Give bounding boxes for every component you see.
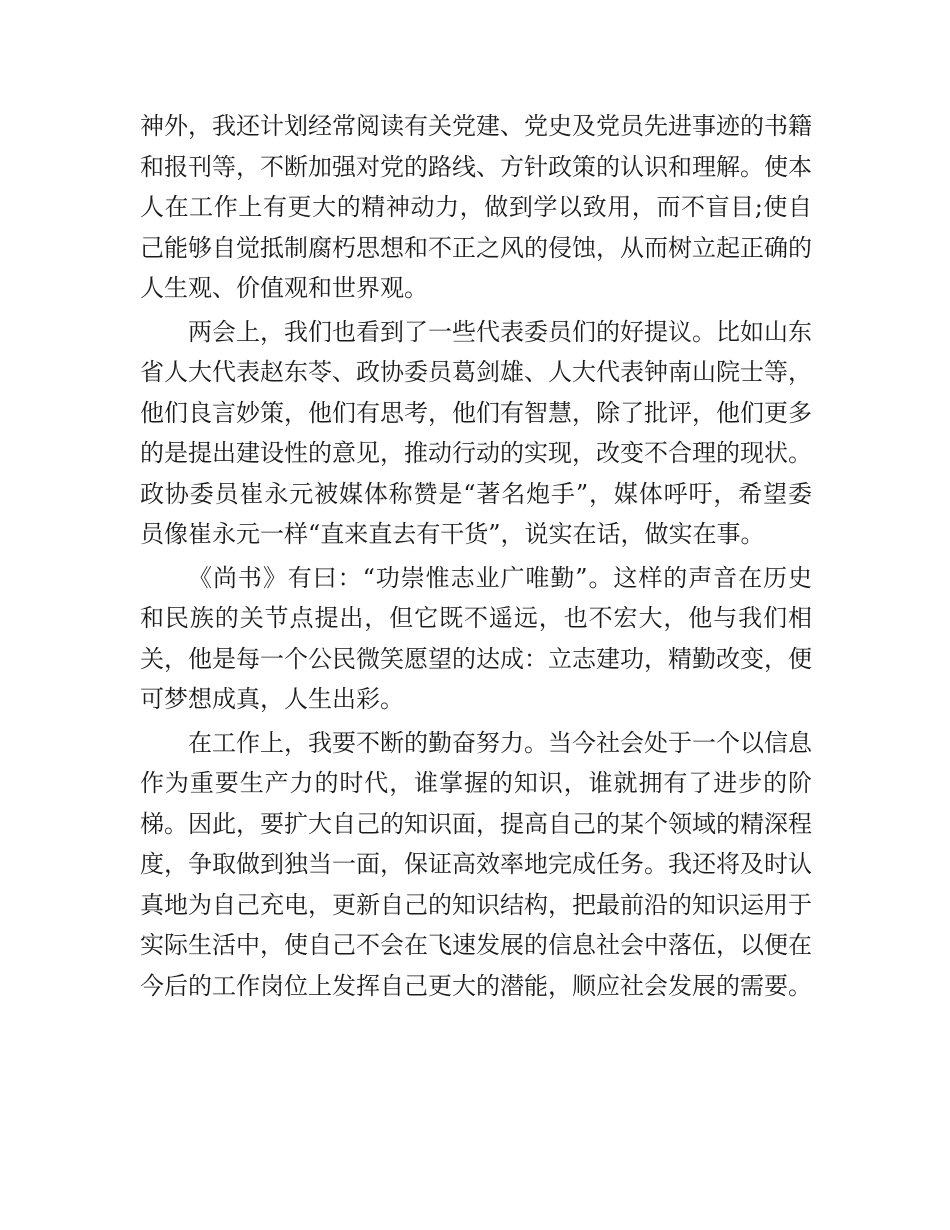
document-page — [140, 106, 812, 1009]
paragraph-shangshu-quote: 《尚书》有曰：“功崇惟志业广唯勤”。这样的声音在历史和民族的关节点提出，但它既不遥远，也不宏大，他与我们相关，他是每一个公民微笑愿望的达成：立志建功，精勤改变，便可梦想成真，人生出彩。 — [140, 563, 812, 713]
paragraph-work-diligence: 在工作上，我要不断的勤奋努力。当今社会处于一个以信息作为重要生产力的时代，谁掌握的知识，谁就拥有了进步的阶梯。因此，要扩大自己的知识面，提高自己的某个领域的精深程度，争取做到独当一面，保证高效率地完成任务。我还将及时认真地为自己充电，更新自己的知识结构，把最前沿的知识运用于实际生活中，使自己不会在飞速发展的信息社会中落伍，以便在今后的工作岗位上发挥自己更大的潜能，顺应社会发展的需要。 — [140, 728, 812, 1000]
paragraph-continuation: 神外，我还计划经常阅读有关党建、党史及党员先进事迹的书籍和报刊等，不断加强对党的路线、方针政策的认识和理解。使本人在工作上有更大的精神动力，做到学以致用，而不盲目;使自己能够自觉抵制腐朽思想和不正之风的侵蚀，从而树立起正确的人生观、价值观和世界观。 — [140, 112, 812, 302]
paragraph-two-sessions: 两会上，我们也看到了一些代表委员们的好提议。比如山东省人大代表赵东苓、政协委员葛剑雄、人大代表钟南山院士等，他们良言妙策，他们有思考，他们有智慧，除了批评，他们更多的是提出建设性的意见，推动行动的实现，改变不合理的现状。政协委员崔永元被媒体称赞是“著名炮手”，媒体呼吁，希望委员像崔永元一样“直来直去有干货”，说实在话，做实在事。 — [140, 317, 812, 548]
